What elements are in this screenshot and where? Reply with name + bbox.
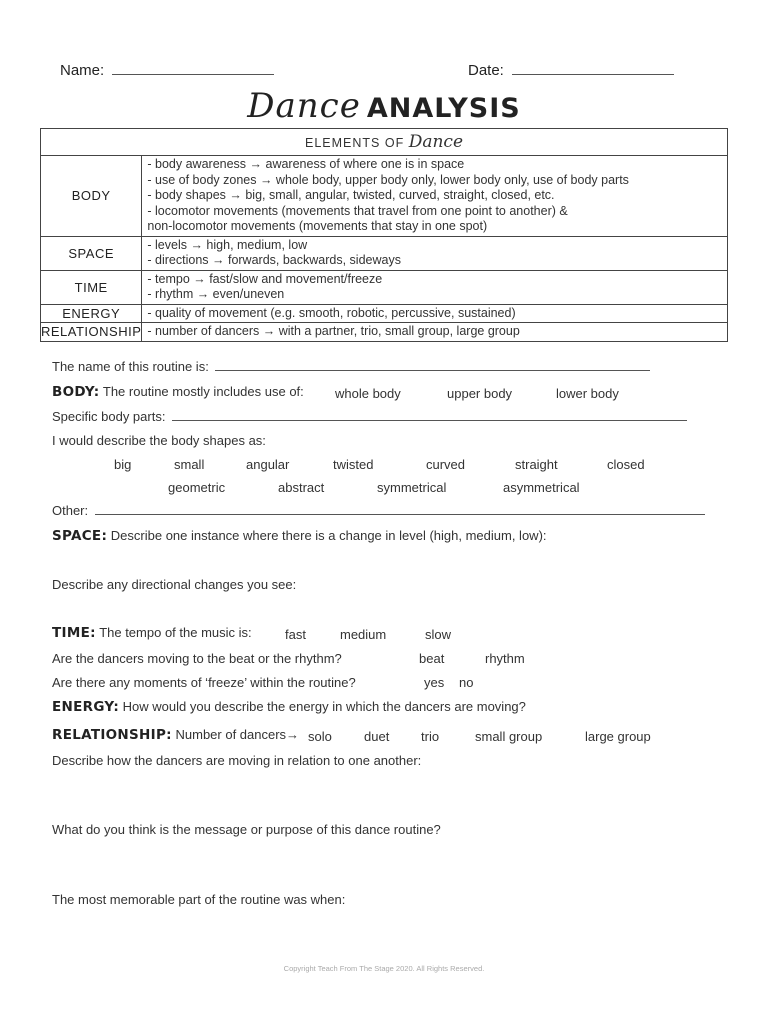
table-row-relationship bbox=[41, 323, 728, 342]
title-bold: ANALYSIS bbox=[366, 93, 521, 124]
category-body: BODY bbox=[41, 156, 142, 237]
option-yes[interactable]: yes bbox=[424, 675, 445, 690]
energy-question: ENERGY: How would you describe the energy in which the dancers are moving? bbox=[52, 699, 526, 715]
message-question: What do you think is the message or purpose of this dance routine? bbox=[52, 822, 441, 837]
name-label: Name: bbox=[60, 62, 105, 79]
body-section-label: BODY: bbox=[52, 384, 100, 400]
tempo-question: TIME: The tempo of the music is: bbox=[52, 625, 252, 641]
shape-straight[interactable]: straight bbox=[515, 457, 558, 472]
tempo-slow[interactable]: slow bbox=[425, 627, 452, 642]
description-relationship: - number of dancers → with a partner, trio, small group, large group bbox=[142, 323, 728, 342]
category-relationship: RELATIONSHIP bbox=[41, 324, 142, 340]
other-question: Other: bbox=[52, 503, 705, 518]
category-time: TIME bbox=[41, 270, 142, 304]
option-solo[interactable]: solo bbox=[308, 729, 332, 744]
description-time: - tempo → fast/slow and movement/freeze - rhythm → even/uneven bbox=[142, 270, 728, 304]
option-small-group[interactable]: small group bbox=[475, 729, 543, 744]
directional-question: Describe any directional changes you see: bbox=[52, 577, 297, 592]
date-label: Date: bbox=[468, 62, 504, 79]
date-field bbox=[468, 62, 674, 79]
time-section-label: TIME: bbox=[52, 625, 96, 641]
elements-of-dance-table bbox=[40, 128, 728, 342]
shape-symmetrical[interactable]: symmetrical bbox=[377, 480, 447, 495]
shapes-prompt: I would describe the body shapes as: bbox=[52, 433, 266, 448]
routine-name-question: The name of this routine is: bbox=[52, 359, 650, 374]
option-duet[interactable]: duet bbox=[364, 729, 390, 744]
page-title bbox=[0, 86, 768, 126]
shape-abstract[interactable]: abstract bbox=[278, 480, 325, 495]
table-row-space bbox=[41, 236, 728, 270]
tempo-fast[interactable]: fast bbox=[285, 627, 306, 642]
option-no[interactable]: no bbox=[459, 675, 474, 690]
dancers-question: RELATIONSHIP: Number of dancers→ bbox=[52, 727, 300, 743]
option-upper-body[interactable]: upper body bbox=[447, 386, 513, 401]
table-row-time bbox=[41, 270, 728, 304]
name-input-line[interactable] bbox=[112, 74, 274, 75]
routine-name-line[interactable] bbox=[215, 370, 650, 371]
tempo-medium[interactable]: medium bbox=[340, 627, 387, 642]
shape-curved[interactable]: curved bbox=[426, 457, 466, 472]
shape-angular[interactable]: angular bbox=[246, 457, 290, 472]
other-line[interactable] bbox=[95, 514, 705, 515]
shape-asymmetrical[interactable]: asymmetrical bbox=[503, 480, 580, 495]
name-field bbox=[60, 62, 274, 79]
shape-small[interactable]: small bbox=[174, 457, 205, 472]
specific-parts-question: Specific body parts: bbox=[52, 409, 687, 424]
option-whole-body[interactable]: whole body bbox=[335, 386, 401, 401]
description-space: - levels → high, medium, low - directions → forwards, backwards, sideways bbox=[142, 236, 728, 270]
specific-parts-line[interactable] bbox=[172, 420, 687, 421]
option-lower-body[interactable]: lower body bbox=[556, 386, 619, 401]
table-row-body bbox=[41, 156, 728, 237]
option-trio[interactable]: trio bbox=[421, 729, 440, 744]
shape-big[interactable]: big bbox=[114, 457, 132, 472]
shape-geometric[interactable]: geometric bbox=[168, 480, 226, 495]
category-energy: ENERGY bbox=[41, 304, 142, 323]
title-script: Dance bbox=[247, 86, 361, 126]
date-input-line[interactable] bbox=[512, 74, 674, 75]
table-row-energy bbox=[41, 304, 728, 323]
category-space: SPACE bbox=[41, 236, 142, 270]
memorable-question: The most memorable part of the routine was when: bbox=[52, 892, 346, 907]
freeze-question: Are there any moments of ‘freeze’ within the routine? bbox=[52, 675, 356, 690]
description-body: - body awareness → awareness of where one is in space - use of body zones → whole body, upper body only, lower body only, use of body parts - body shapes → big, small, angular, twisted, curved, straight, closed, etc. - locomotor movements (movements that travel from one point to another) & non-locomotor movements (movements that stay in one spot) bbox=[142, 156, 728, 237]
body-use-question: BODY: The routine mostly includes use of: bbox=[52, 384, 304, 400]
table-heading: ELEMENTS OF Dance bbox=[41, 129, 728, 156]
description-energy: - quality of movement (e.g. smooth, robotic, percussive, sustained) bbox=[142, 304, 728, 323]
copyright-notice: Copyright Teach From The Stage 2020. All Rights Reserved. bbox=[283, 964, 485, 973]
relation-question: Describe how the dancers are moving in relation to one another: bbox=[52, 753, 422, 768]
space-level-question: SPACE: Describe one instance where there is a change in level (high, medium, low): bbox=[52, 528, 547, 544]
space-section-label: SPACE: bbox=[52, 528, 108, 544]
option-rhythm[interactable]: rhythm bbox=[485, 651, 525, 666]
option-beat[interactable]: beat bbox=[419, 651, 445, 666]
shape-closed[interactable]: closed bbox=[607, 457, 645, 472]
option-large-group[interactable]: large group bbox=[585, 729, 651, 744]
energy-section-label: ENERGY: bbox=[52, 699, 120, 715]
beat-question: Are the dancers moving to the beat or the rhythm? bbox=[52, 651, 342, 666]
relationship-section-label: RELATIONSHIP: bbox=[52, 727, 172, 743]
shape-twisted[interactable]: twisted bbox=[333, 457, 374, 472]
